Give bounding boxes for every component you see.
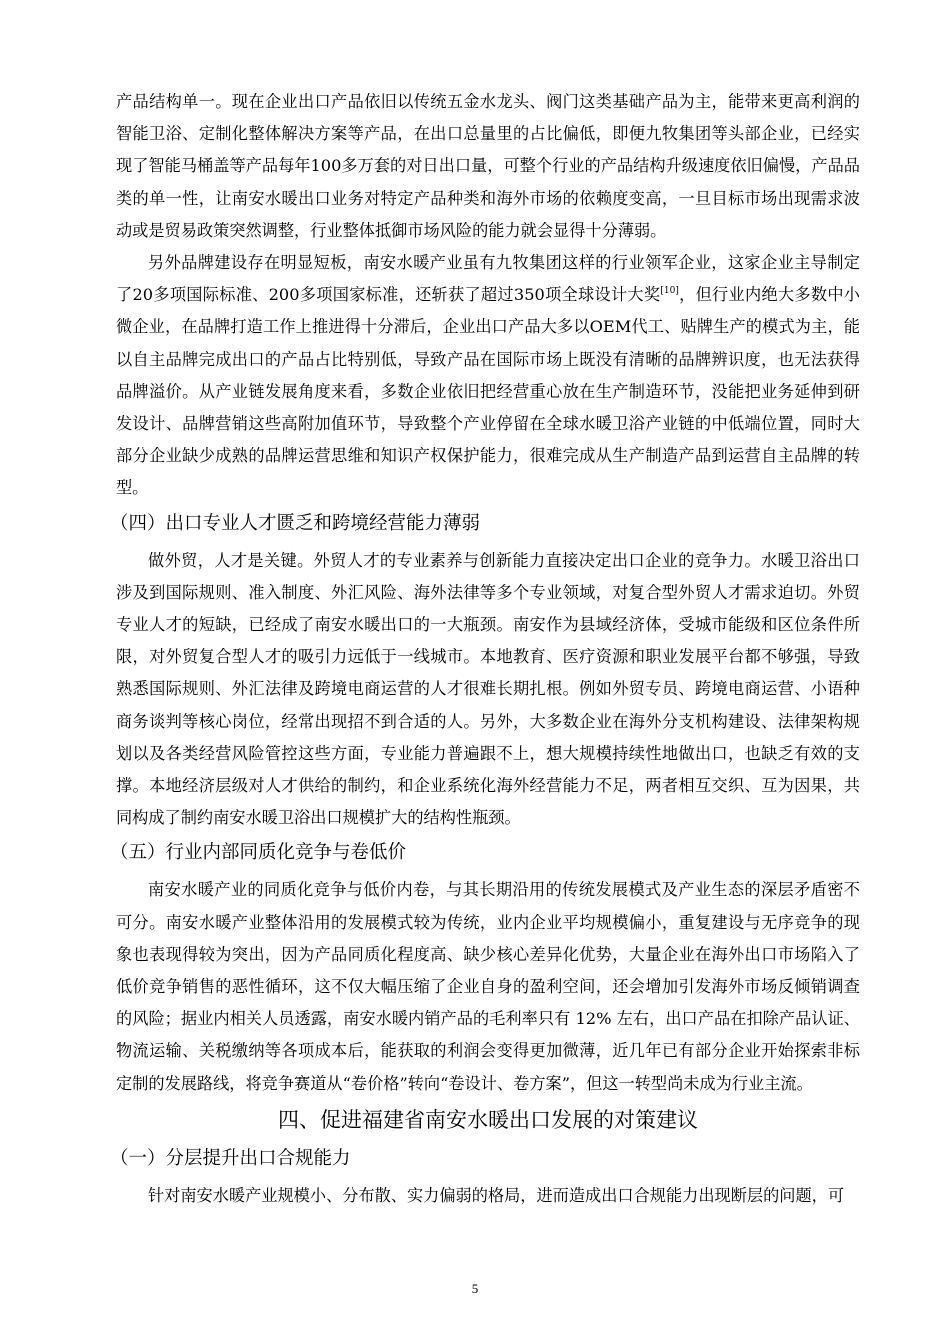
citation-ref: [10]	[660, 286, 679, 297]
paragraph-product-structure: 产品结构单一。现在企业出口产品依旧以传统五金水龙头、阀门这类基础产品为主，能带来更高利润的智能卫浴、定制化整体解决方案等产品，在出口总量里的占比偏低，即便九牧集团等头部企业，已经实现了智能马桶盖等产品每年100多万套的对日出口量，可整个行业的产品结构升级速度依旧偏慢，产品品类的单一性，让南安水暖出口业务对特定产品种类和海外市场的依赖度变高，一旦目标市场出现需求波动或是贸易政策突然调整，行业整体抵御市场风险的能力就会显得十分薄弱。	[116, 92, 860, 240]
section-heading-talent: （四）出口专业人才匮乏和跨境经营能力薄弱	[110, 512, 481, 534]
paragraph-talent: 做外贸，人才是关键。外贸人才的专业素养与创新能力直接决定出口企业的竞争力。水暖卫浴出口涉及到国际规则、准入制度、外汇风险、海外法律等多个专业领域，对复合型外贸人才需求迫切。外贸专业人才的短缺，已经成了南安水暖出口的一大瓶颈。南安作为县域经济体，受城市能级和区位条件所限，对外贸复合型人才的吸引力远低于一线城市。本地教育、医疗资源和职业发展平台都不够强，导致熟悉国际规则、外汇法律及跨境电商运营的人才很难长期扎根。例如外贸专员、跨境电商运营、小语种商务谈判等核心岗位，经常出现招不到合适的人。另外，大多数企业在海外分支机构建设、法律架构规划以及各类经营风险管控这些方面，专业能力普遍跟不上，想大规模持续性地做出口，也缺乏有效的支撑。本地经济层级对人才供给的制约，和企业系统化海外经营能力不足，两者相互交织、互为因果，共同构成了制约南安水暖卫浴出口规模扩大的结构性瓶颈。	[116, 550, 860, 828]
chapter-heading-recommendations: 四、促进福建省南安水暖出口发展的对策建议	[278, 1107, 698, 1132]
page-number: 5	[471, 1281, 479, 1296]
paragraph-brand-building	[116, 247, 860, 505]
paragraph-brand-building-part1: 另外品牌建设存在明显短板，南安水暖产业虽有九牧集团这样的行业领军企业，这家企业主导制定了20多项国际标准、200多项国家标准，还斩获了超过350项全球设计大奖	[116, 253, 860, 305]
paragraph-competition: 南安水暖产业的同质化竞争与低价内卷，与其长期沿用的传统发展模式及产业生态的深层矛盾密不可分。南安水暖产业整体沿用的发展模式较为传统，业内企业平均规模偏小，重复建设与无序竞争的现象也表现得较为突出，因为产品同质化程度高、缺少核心差异化优势，大量企业在海外出口市场陷入了低价竞争销售的恶性循环，这不仅大幅压缩了企业自身的盈利空间，还会增加引发海外市场反倾销调查的风险；据业内相关人员透露，南安水暖内销产品的毛利率只有 12% 左右，出口产品在扣除产品认证、物流运输、关税缴纳等各项成本后，能获取的利润会变得更加微薄，近几年已有部分企业开始探索非标定制的发展路线，将竞争赛道从“卷价格”转向“卷设计、卷方案”，但这一转型尚未成为行业主流。	[116, 880, 860, 1093]
section-heading-competition: （五）行业内部同质化竞争与卷低价	[110, 842, 407, 864]
paragraph-brand-building-part2: ，但行业内绝大多数中小微企业，在品牌打造工作上推进得十分滞后，企业出口产品大多以OEM代工、贴牌生产的模式为主，能以自主品牌完成出口的产品占比特别低，导致产品在国际市场上既没有清晰的品牌辨识度，也无法获得品牌溢价。从产业链发展角度来看，多数企业依旧把经营重心放在生产制造环节，没能把业务延伸到研发设计、品牌营销这些高附加值环节，导致整个产业停留在全球水暖卫浴产业链的中低端位置，同时大部分企业缺少成熟的品牌运营思维和知识产权保护能力，很难完成从生产制造产品到运营自主品牌的转型。	[116, 285, 860, 498]
paragraph-compliance: 针对南安水暖产业规模小、分布散、实力偏弱的格局，进而造成出口合规能力出现断层的问题，可	[148, 1185, 845, 1205]
section-heading-compliance: （一）分层提升出口合规能力	[110, 1147, 351, 1169]
page-content	[110, 86, 860, 1212]
